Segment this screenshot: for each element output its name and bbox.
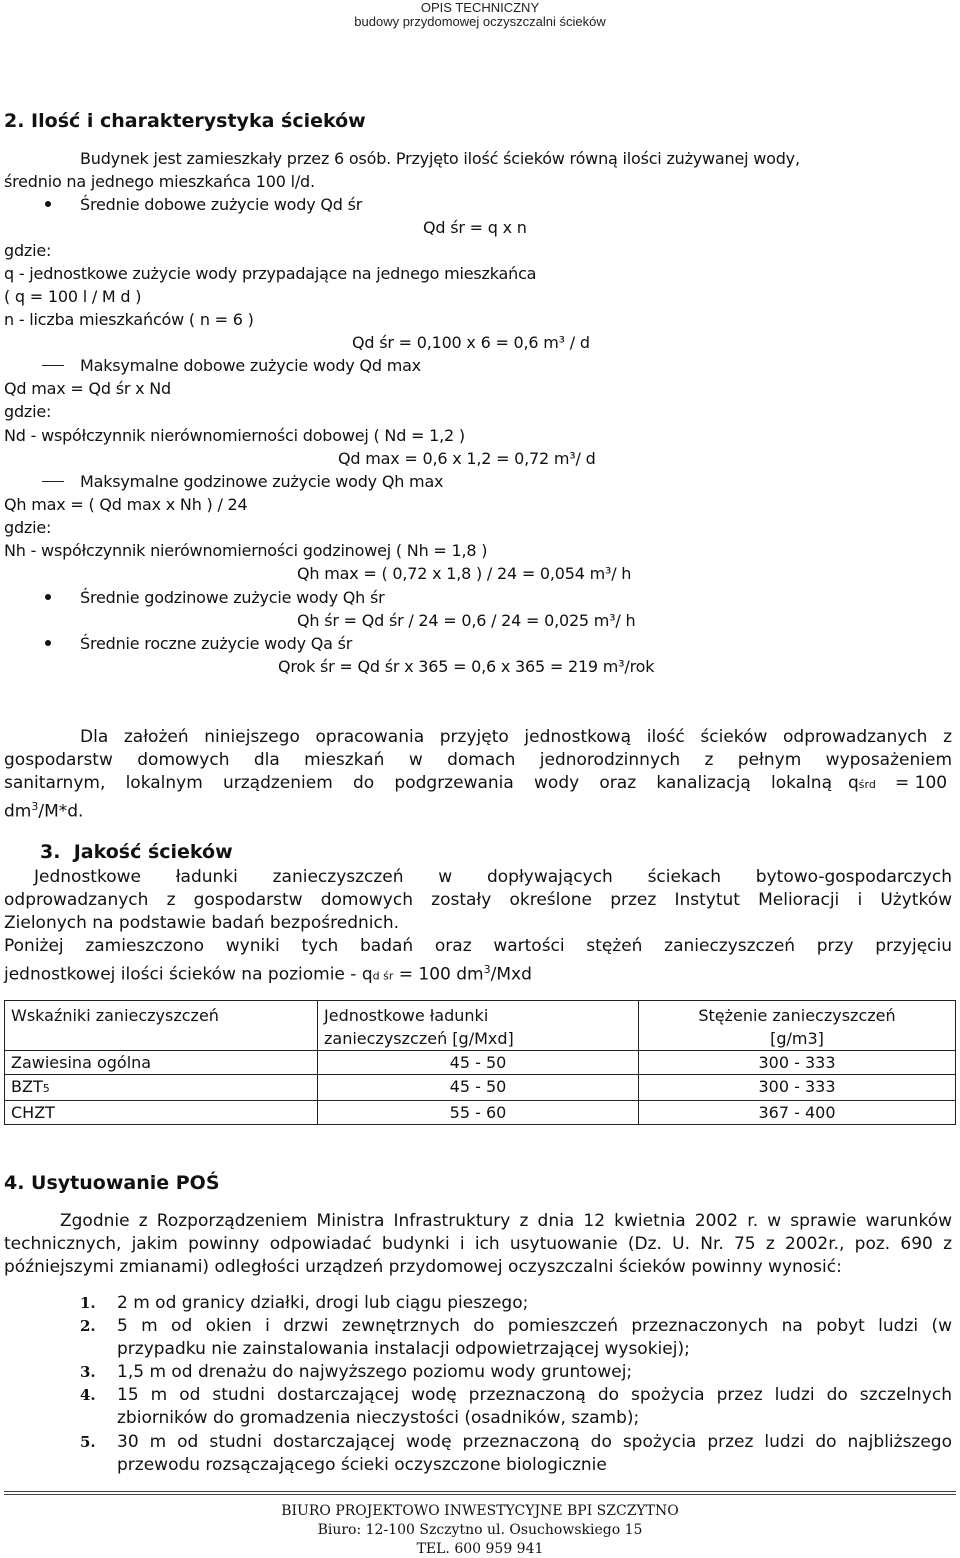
- list-item-cont: przewodu rozsączającego ścieki oczyszczone biologicznie: [117, 1455, 607, 1475]
- doc-header-title: OPIS TECHNICZNY: [420, 0, 540, 15]
- equation-qd-max-result: Qd max = 0,6 x 1,2 = 0,72 m³/ d: [338, 449, 596, 468]
- equation-qrok-sr: Qrok śr = Qd śr x 365 = 0,6 x 365 = 219 m³/rok: [278, 657, 655, 676]
- table-cell: 55 - 60: [318, 1101, 639, 1125]
- list-item: 5 m od okien i drzwi zewnętrznych do pomieszczeń przeznaczonych na pobyt ludzi (w: [117, 1316, 952, 1336]
- table-header-cell: Jednostkowe ładunki zanieczyszczeń [g/Mxd]: [318, 1001, 639, 1051]
- table-cell: BZT5: [5, 1075, 318, 1101]
- list-item: 1,5 m od drenażu do najwyższego poziomu wody gruntowej;: [117, 1362, 633, 1382]
- dash-marker: [42, 365, 64, 366]
- table-cell: 45 - 50: [318, 1075, 639, 1101]
- design-paragraph-line: gospodarstw domowych dla mieszkań w domach jednorodzinnych z pełnym wyposażeniem: [4, 750, 952, 770]
- bullet-dot: [45, 201, 51, 207]
- list-item: 30 m od studni dostarczającej wodę przeznaczoną do spożycia przez ludzi do najbliższego: [117, 1432, 952, 1452]
- q-value: ( q = 100 l / M d ): [4, 287, 142, 306]
- quality-paragraph-line: Jednostkowe ładunki zanieczyszczeń w dopływających ściekach bytowo-gospodarczych: [34, 867, 952, 887]
- dash-marker: [42, 481, 64, 482]
- footer-rule: [4, 1494, 956, 1495]
- table-header-row: [5, 1001, 956, 1051]
- bullet-qd-sr: Średnie dobowe zużycie wody Qd śr: [80, 195, 363, 214]
- bullet-qa-sr: Średnie roczne zużycie wody Qa śr: [80, 634, 353, 653]
- quality-paragraph-line: Poniżej zamieszczono wyniki tych badań oraz wartości stężeń zanieczyszczeń przy przyjęciu: [4, 936, 952, 956]
- equation-qh-max: Qh max = ( Qd max x Nh ) / 24: [4, 495, 248, 514]
- doc-header-subtitle: budowy przydomowej oczyszczalni ścieków: [354, 14, 606, 29]
- location-paragraph-line: późniejszymi zmianami) odległości urządzeń przydomowej oczyszczalni ścieków powinny wynosić:: [4, 1257, 842, 1277]
- where-label: gdzie:: [4, 402, 52, 421]
- dash-qh-max: Maksymalne godzinowe zużycie wody Qh max: [80, 472, 444, 491]
- q-symbol: qśrd: [848, 773, 876, 793]
- quality-paragraph-line: Zielonych na podstawie badań bezpośrednich.: [4, 913, 400, 933]
- unit-dm3: $dm^3/M*d$.: [4, 800, 84, 822]
- footer-rule: [4, 1491, 956, 1492]
- equation-qd-sr: Qd śr = q x n: [423, 218, 527, 237]
- table-cell: 300 - 333: [639, 1075, 956, 1101]
- table-cell: 367 - 400: [639, 1101, 956, 1125]
- q-definition: q - jednostkowe zużycie wody przypadające na jednego mieszkańca: [4, 264, 537, 283]
- list-item-cont: przypadku nie zainstalowania instalacji odpowietrzającej wysokiej);: [117, 1339, 690, 1359]
- bullet-dot: [45, 594, 51, 600]
- equation-qd-sr-result: Qd śr = 0,100 x 6 = 0,6 m³ / d: [352, 333, 590, 352]
- table-header-cell: Wskaźniki zanieczyszczeń: [5, 1001, 318, 1051]
- intro-line-2: średnio na jednego mieszkańca 100 l/d.: [4, 172, 315, 191]
- section-3-heading: 3. Jakość ścieków: [40, 841, 233, 863]
- footer-phone: TEL. 600 959 941: [416, 1541, 544, 1557]
- location-paragraph-line: Zgodnie z Rozporządzeniem Ministra Infrastruktury z dnia 12 kwietnia 2002 r. w sprawie warunków: [60, 1211, 952, 1231]
- q-value-text: = 100: [895, 773, 948, 793]
- table-cell: Zawiesina ogólna: [5, 1051, 318, 1075]
- list-item-number: 1.: [80, 1294, 96, 1312]
- table-row: [5, 1101, 956, 1125]
- table-row: [5, 1051, 956, 1075]
- list-item-cont: zbiorników do gromadzenia nieczystości (osadników, szamb);: [117, 1408, 640, 1428]
- pollutant-table: [4, 1000, 956, 1125]
- list-item-number: 2.: [80, 1317, 96, 1335]
- quality-paragraph-line: jednostkowej ilości ścieków na poziomie - qd śr = 100 $dm^3$/Mxd: [4, 963, 532, 985]
- section-4-heading: 4. Usytuowanie POŚ: [4, 1172, 220, 1194]
- bullet-qh-sr: Średnie godzinowe zużycie wody Qh śr: [80, 588, 385, 607]
- list-item-number: 3.: [80, 1363, 96, 1381]
- table-cell: 45 - 50: [318, 1051, 639, 1075]
- table-cell: CHZT: [5, 1101, 318, 1125]
- location-paragraph-line: technicznych, jakim powinny odpowiadać budynki i ich usytuowanie (Dz. U. Nr. 75 z 2002r., poz. 690 z: [4, 1234, 952, 1254]
- list-item-number: 5.: [80, 1433, 96, 1451]
- where-label: gdzie:: [4, 518, 52, 537]
- footer-address: Biuro: 12-100 Szczytno ul. Osuchowskiego 15: [317, 1522, 643, 1538]
- quality-paragraph-line: odprowadzanych z gospodarstw domowych zostały określone przez Instytut Melioracji i Użytków: [4, 890, 952, 910]
- bullet-dot: [45, 640, 51, 646]
- equation-qh-max-result: Qh max = ( 0,72 x 1,8 ) / 24 = 0,054 m³/ h: [297, 564, 632, 583]
- equation-qd-max: Qd max = Qd śr x Nd: [4, 379, 171, 398]
- nh-definition: Nh - współczynnik nierównomierności godzinowej ( Nh = 1,8 ): [4, 541, 488, 560]
- table-cell: 300 - 333: [639, 1051, 956, 1075]
- intro-line-1: Budynek jest zamieszkały przez 6 osób. Przyjęto ilość ścieków równą ilości zużywanej wody,: [80, 149, 800, 168]
- footer-company: BIURO PROJEKTOWO INWESTYCYJNE BPI SZCZYTNO: [281, 1503, 679, 1519]
- section-2-heading: 2. Ilość i charakterystyka ścieków: [4, 110, 366, 132]
- dash-qd-max: Maksymalne dobowe zużycie wody Qd max: [80, 356, 421, 375]
- equation-qh-sr: Qh śr = Qd śr / 24 = 0,6 / 24 = 0,025 m³/ h: [297, 611, 636, 630]
- design-paragraph-line: sanitarnym, lokalnym urządzeniem do podgrzewania wody oraz kanalizacją lokalną: [4, 773, 832, 793]
- nd-definition: Nd - współczynnik nierównomierności dobowej ( Nd = 1,2 ): [4, 426, 465, 445]
- n-definition: n - liczba mieszkańców ( n = 6 ): [4, 310, 254, 329]
- design-paragraph-line: Dla założeń niniejszego opracowania przyjęto jednostkową ilość ścieków odprowadzanych z: [80, 727, 952, 747]
- list-item: 2 m od granicy działki, drogi lub ciągu pieszego;: [117, 1293, 529, 1313]
- table-row: [5, 1075, 956, 1101]
- where-label: gdzie:: [4, 241, 52, 260]
- table-header-cell: Stężenie zanieczyszczeń [g/m3]: [639, 1001, 956, 1051]
- list-item: 15 m od studni dostarczającej wodę przeznaczoną do spożycia przez ludzi do szczelnych: [117, 1385, 952, 1405]
- list-item-number: 4.: [80, 1386, 96, 1404]
